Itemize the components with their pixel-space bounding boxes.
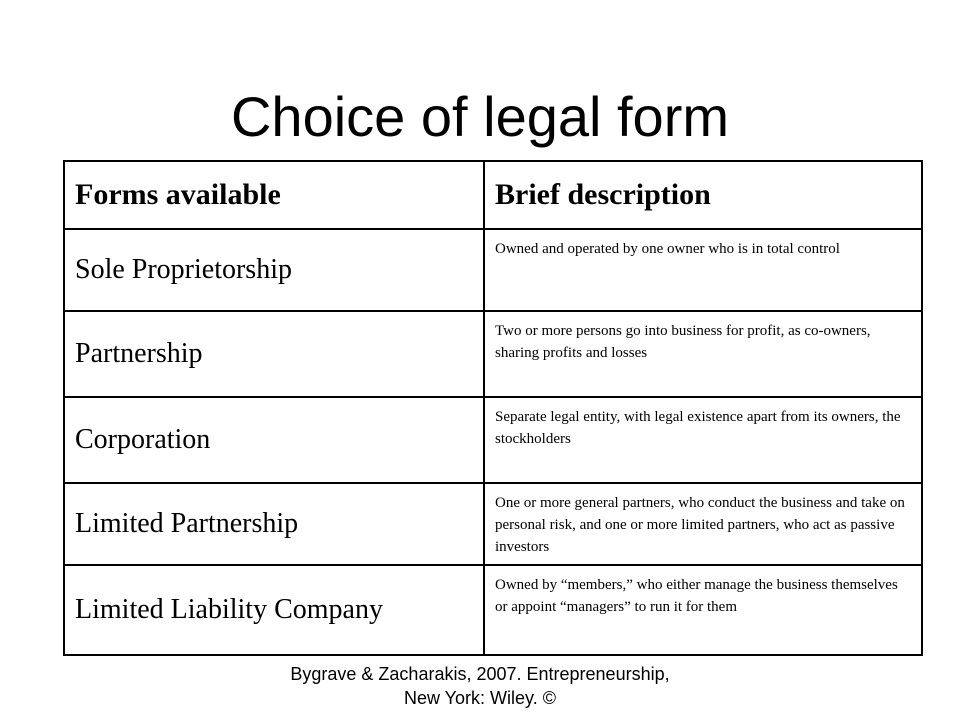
page-title: Choice of legal form (230, 85, 729, 148)
form-description-cell: One or more general partners, who conduct the business and take on personal risk, and one or more limited partners, who act as passive investors (484, 483, 922, 565)
citation-line-2: New York: Wiley. © (404, 688, 556, 708)
form-description-cell: Separate legal entity, with legal existence apart from its owners, the stockholders (484, 397, 922, 483)
citation (0, 662, 960, 710)
table-row (64, 397, 922, 483)
legal-forms-table (63, 160, 923, 656)
form-name-cell: Limited Liability Company (64, 565, 484, 655)
form-description-cell: Owned by “members,” who either manage the business themselves or appoint “managers” to run it for them (484, 565, 922, 655)
form-name-cell: Sole Proprietorship (64, 229, 484, 311)
form-description-cell: Owned and operated by one owner who is in total control (484, 229, 922, 311)
form-name-cell: Limited Partnership (64, 483, 484, 565)
form-name-cell: Corporation (64, 397, 484, 483)
table-row (64, 565, 922, 655)
form-description-cell: Two or more persons go into business for profit, as co-owners, sharing profits and losses (484, 311, 922, 397)
table-header-row (64, 161, 922, 229)
header-forms-available: Forms available (64, 161, 484, 229)
table-row (64, 229, 922, 311)
table-row (64, 483, 922, 565)
header-brief-description: Brief description (484, 161, 922, 229)
citation-line-1: Bygrave & Zacharakis, 2007. Entrepreneurship, (290, 664, 670, 684)
table-row (64, 311, 922, 397)
form-name-cell: Partnership (64, 311, 484, 397)
